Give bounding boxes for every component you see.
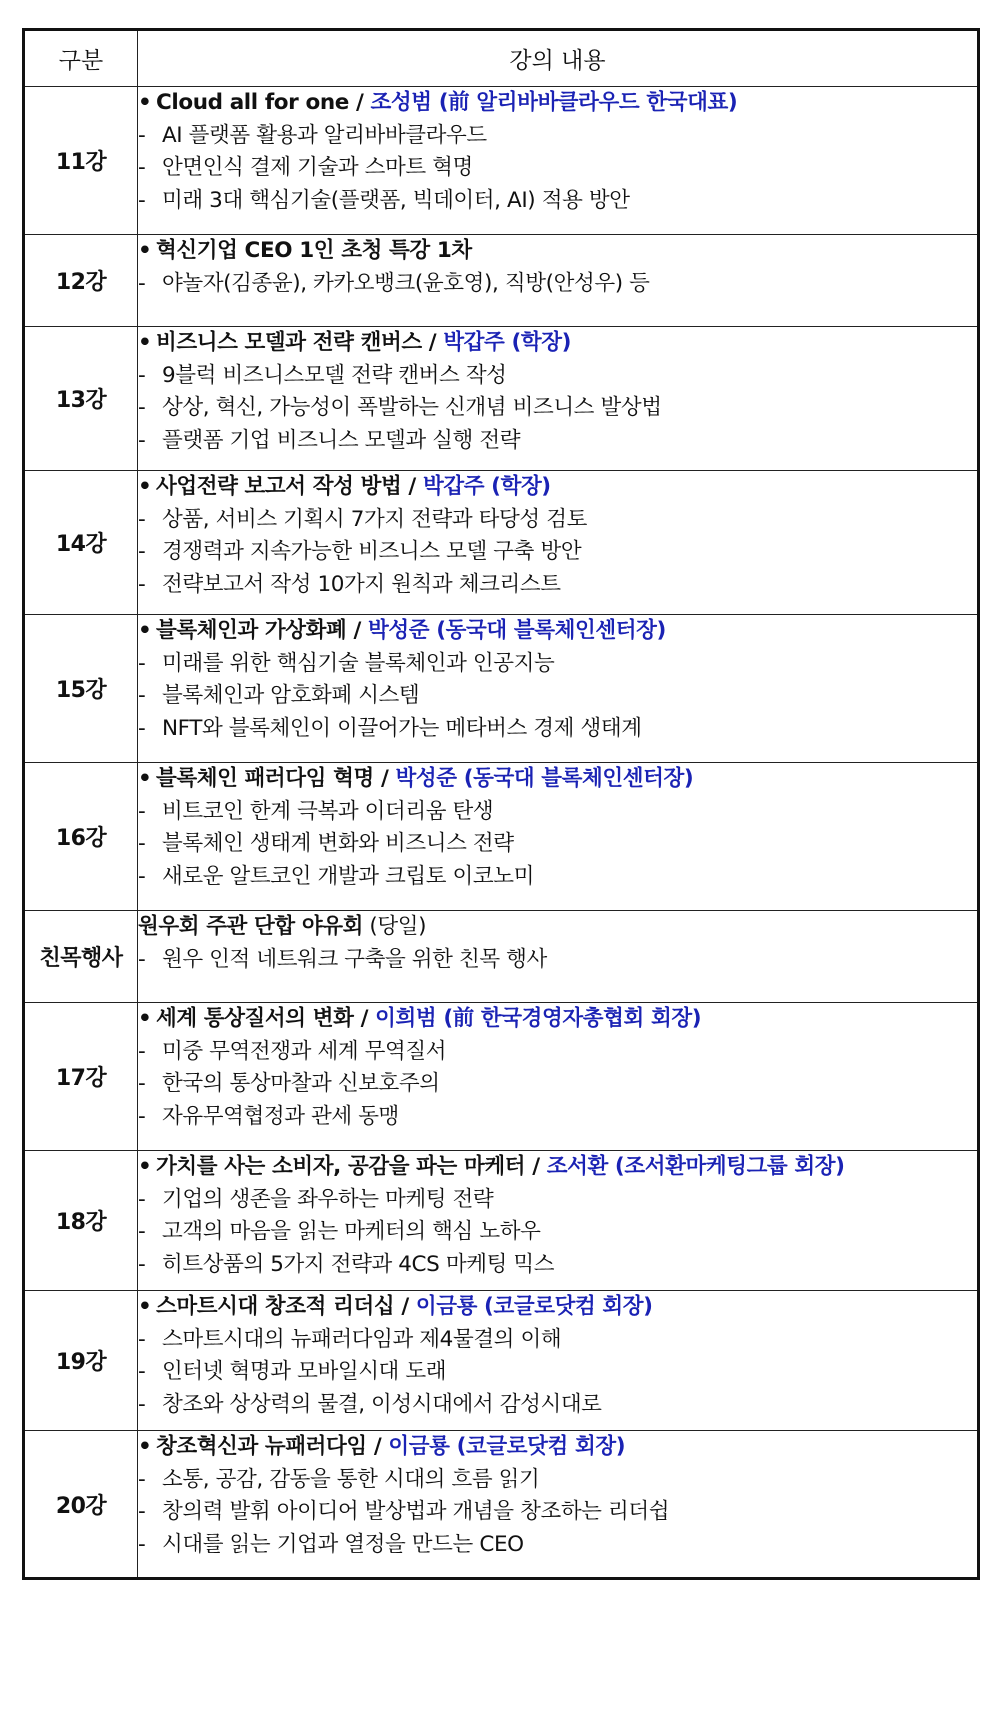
title-separator: / <box>366 1434 389 1459</box>
lecture-topic <box>138 713 977 746</box>
lecture-row <box>24 471 979 615</box>
dash-marker: - <box>138 1531 146 1557</box>
lecture-title: 가치를 사는 소비자, 공감을 파는 마케터 <box>156 1154 526 1179</box>
lecture-topic <box>138 1324 977 1357</box>
lecture-topic <box>138 1216 977 1249</box>
lecture-topic-text: 소통, 공감, 감동을 통한 시대의 흐름 읽기 <box>162 1466 540 1492</box>
lecture-topic <box>138 152 977 185</box>
lecture-topic-text: 전략보고서 작성 10가지 원칙과 체크리스트 <box>162 571 561 597</box>
lecture-topic <box>138 268 977 301</box>
bullet-icon: • <box>138 1294 152 1319</box>
lecture-title: 비즈니스 모델과 전략 캔버스 <box>156 330 422 355</box>
lecture-topic-text: 안면인식 결제 기술과 스마트 혁명 <box>162 155 473 180</box>
lecture-content <box>138 471 979 615</box>
lecture-topic-text: 자유무역협정과 관세 동맹 <box>162 1103 399 1129</box>
lecturer-name: 이금룡 (코글로닷컴 회장) <box>415 1294 653 1319</box>
lecture-topic-text: 미래를 위한 핵심기술 블록체인과 인공지능 <box>162 650 555 676</box>
bullet-icon: • <box>138 1006 152 1031</box>
lecture-content <box>138 615 979 763</box>
lecture-number: 18강 <box>24 1151 138 1291</box>
lecture-content <box>138 1151 979 1291</box>
bullet-icon: • <box>138 618 152 643</box>
lecture-topic <box>138 425 977 458</box>
lecture-topic <box>138 796 977 829</box>
lecturer-name: 조성범 (前 알리바바클라우드 한국대표) <box>370 90 738 115</box>
dash-marker: - <box>138 1186 146 1212</box>
lecture-number: 13강 <box>24 327 138 471</box>
title-separator: / <box>394 1294 416 1319</box>
dash-marker: - <box>138 1466 146 1492</box>
dash-marker: - <box>138 831 146 856</box>
lecture-number: 11강 <box>24 87 138 235</box>
lecture-row <box>24 1151 979 1291</box>
lecture-number: 16강 <box>24 763 138 911</box>
lecture-row <box>24 1291 979 1431</box>
lecture-topic <box>138 1101 977 1134</box>
lecture-title-line <box>138 763 977 796</box>
dash-marker: - <box>138 122 146 148</box>
dash-marker: - <box>138 946 146 972</box>
lecture-topic-text: 비트코인 한계 극복과 이더리움 탄생 <box>162 798 494 824</box>
dash-marker: - <box>138 1251 146 1277</box>
dash-marker: - <box>138 1391 146 1417</box>
lecture-row <box>24 1003 979 1151</box>
lecture-topic-text: 야놀자(김종윤), 카카오뱅크(윤호영), 직방(안성우) 등 <box>162 270 650 296</box>
lecture-topic-text: 고객의 마음을 읽는 마케터의 핵심 노하우 <box>162 1219 541 1244</box>
lecture-content <box>138 911 979 1003</box>
lecture-title: 창조혁신과 뉴패러다임 <box>156 1434 367 1459</box>
lecture-number: 19강 <box>24 1291 138 1431</box>
lecturer-name: 박성준 (동국대 블록체인센터장) <box>368 618 666 643</box>
lecture-title: Cloud all for one <box>156 90 349 115</box>
bullet-icon: • <box>138 330 152 355</box>
bullet-icon: • <box>138 90 152 115</box>
lecturer-name: 박성준 (동국대 블록체인센터장) <box>395 766 694 791</box>
lecture-topic <box>138 504 977 537</box>
bullet-icon: • <box>138 1434 152 1459</box>
lecture-row <box>24 87 979 235</box>
lecture-topic-text: 히트상품의 5가지 전략과 4CS 마케팅 믹스 <box>162 1251 555 1277</box>
lecture-topic-text: 스마트시대의 뉴패러다임과 제4물결의 이해 <box>162 1326 562 1352</box>
dash-marker: - <box>138 1038 146 1064</box>
lecture-title: 혁신기업 CEO 1인 초청 특강 1차 <box>156 238 472 263</box>
bullet-icon: • <box>138 238 152 263</box>
dash-marker: - <box>138 650 146 676</box>
dash-marker: - <box>138 1103 146 1129</box>
dash-marker: - <box>138 187 146 213</box>
lecture-topic <box>138 648 977 681</box>
lecture-topic-text: 새로운 알트코인 개발과 크립토 이코노미 <box>162 863 535 889</box>
bullet-icon: • <box>138 474 152 499</box>
lecture-row <box>24 615 979 763</box>
lecture-topic <box>138 944 977 977</box>
lecture-title-line <box>138 1431 977 1464</box>
lecture-title-line <box>138 615 977 648</box>
lecturer-name: 박갑주 (학장) <box>422 474 551 499</box>
dash-marker: - <box>138 715 146 741</box>
lecture-title: 사업전략 보고서 작성 방법 <box>156 474 402 499</box>
lecture-topic <box>138 1496 977 1529</box>
lecture-content <box>138 1003 979 1151</box>
title-separator: / <box>353 1006 376 1031</box>
lecture-title-line <box>138 327 977 360</box>
lecture-content <box>138 235 979 327</box>
lecture-number: 12강 <box>24 235 138 327</box>
lecture-title: 블록체인 패러다임 혁명 <box>156 766 374 791</box>
lecture-topic <box>138 861 977 894</box>
lecture-content <box>138 1291 979 1431</box>
lecture-topic-text: 플랫폼 기업 비즈니스 모델과 실행 전략 <box>162 427 521 453</box>
lecture-topic <box>138 1068 977 1101</box>
lecture-title: 블록체인과 가상화폐 <box>156 618 347 643</box>
lecture-topic-text: 인터넷 혁명과 모바일시대 도래 <box>162 1359 447 1384</box>
dash-marker: - <box>138 427 146 453</box>
dash-marker: - <box>138 395 146 420</box>
lecture-topic-text: 9블럭 비즈니스모델 전략 캔버스 작성 <box>162 362 507 388</box>
title-separator: / <box>421 330 444 355</box>
lecturer-name: 박갑주 (학장) <box>443 330 572 355</box>
lecture-row <box>24 327 979 471</box>
lecture-topic-text: 경쟁력과 지속가능한 비즈니스 모델 구축 방안 <box>162 539 582 564</box>
dash-marker: - <box>138 1219 146 1244</box>
lecture-topic-text: 기업의 생존을 좌우하는 마케팅 전략 <box>162 1186 494 1212</box>
dash-marker: - <box>138 155 146 180</box>
lecture-topic-text: 한국의 통상마찰과 신보호주의 <box>162 1071 440 1096</box>
lecture-number: 15강 <box>24 615 138 763</box>
lecture-title: 원우회 주관 단합 야유회 <box>138 914 363 939</box>
lecture-topic <box>138 1529 977 1562</box>
lecture-topic-text: 상상, 혁신, 가능성이 폭발하는 신개념 비즈니스 발상법 <box>162 395 662 420</box>
lecture-title: 스마트시대 창조적 리더십 <box>156 1294 395 1319</box>
lecture-row <box>24 1431 979 1579</box>
lecture-topic-text: 블록체인 생태계 변화와 비즈니스 전략 <box>162 831 514 856</box>
lecture-schedule-table <box>22 28 980 1580</box>
dash-marker: - <box>138 362 146 388</box>
dash-marker: - <box>138 1326 146 1352</box>
title-separator: / <box>525 1154 547 1179</box>
lecture-number: 14강 <box>24 471 138 615</box>
lecture-topic-text: 미래 3대 핵심기술(플랫폼, 빅데이터, AI) 적용 방안 <box>162 187 630 213</box>
title-separator: / <box>373 766 396 791</box>
dash-marker: - <box>138 1359 146 1384</box>
lecturer-name: 이금룡 (코글로닷컴 회장) <box>388 1434 626 1459</box>
lecture-topic <box>138 680 977 713</box>
lecture-row <box>24 911 979 1003</box>
lecture-row <box>24 763 979 911</box>
lecture-topic <box>138 536 977 569</box>
lecture-row <box>24 235 979 327</box>
dash-marker: - <box>138 1499 146 1524</box>
lecture-topic <box>138 120 977 153</box>
lecture-topic <box>138 392 977 425</box>
lecture-title-line <box>138 911 977 944</box>
lecture-topic-text: 시대를 읽는 기업과 열정을 만드는 CEO <box>162 1531 524 1557</box>
lecture-title-line <box>138 1291 977 1324</box>
dash-marker: - <box>138 539 146 564</box>
lecture-title-line <box>138 235 977 268</box>
lecture-topic <box>138 1464 977 1497</box>
lecture-content <box>138 763 979 911</box>
lecture-note: (당일) <box>362 914 427 939</box>
bullet-icon: • <box>138 1154 152 1179</box>
lecture-topic <box>138 360 977 393</box>
lecture-topic-text: 블록체인과 암호화폐 시스템 <box>162 683 420 708</box>
lecture-topic <box>138 828 977 861</box>
lecture-number: 17강 <box>24 1003 138 1151</box>
lecturer-name: 조서환 (조서환마케팅그룹 회장) <box>546 1154 845 1179</box>
header-row <box>24 30 979 87</box>
lecture-topic-text: AI 플랫폼 활용과 알리바바클라우드 <box>162 122 487 148</box>
title-separator: / <box>348 90 371 115</box>
dash-marker: - <box>138 863 146 889</box>
dash-marker: - <box>138 798 146 824</box>
lecture-topic-text: 창의력 발휘 아이디어 발상법과 개념을 창조하는 리더쉽 <box>162 1499 670 1524</box>
lecture-content <box>138 1431 979 1579</box>
lecture-topic-text: 창조와 상상력의 물결, 이성시대에서 감성시대로 <box>162 1391 602 1417</box>
lecture-topic <box>138 185 977 218</box>
bullet-icon: • <box>138 766 152 791</box>
lecture-content <box>138 327 979 471</box>
dash-marker: - <box>138 1071 146 1096</box>
lecture-title-line <box>138 1003 977 1036</box>
header-content: 강의 내용 <box>138 30 979 87</box>
dash-marker: - <box>138 571 146 597</box>
lecture-topic <box>138 1036 977 1069</box>
lecture-number: 20강 <box>24 1431 138 1579</box>
header-category: 구분 <box>24 30 138 87</box>
lecture-topic-text: NFT와 블록체인이 이끌어가는 메타버스 경제 생태계 <box>162 715 642 741</box>
lecture-topic <box>138 1356 977 1389</box>
dash-marker: - <box>138 506 146 532</box>
lecture-topic <box>138 1184 977 1217</box>
dash-marker: - <box>138 270 146 296</box>
dash-marker: - <box>138 683 146 708</box>
lecture-title-line <box>138 471 977 504</box>
lecture-topic <box>138 569 977 602</box>
lecture-title-line <box>138 87 977 120</box>
lecture-topic-text: 원우 인적 네트워크 구축을 위한 친목 행사 <box>162 946 547 972</box>
lecture-topic <box>138 1249 977 1282</box>
lecture-title-line <box>138 1151 977 1184</box>
lecturer-name: 이희범 (前 한국경영자총협회 회장) <box>375 1006 702 1031</box>
lecture-topic <box>138 1389 977 1422</box>
lecture-topic-text: 상품, 서비스 기획시 7가지 전략과 타당성 검토 <box>162 506 587 532</box>
lecture-title: 세계 통상질서의 변화 <box>156 1006 354 1031</box>
title-separator: / <box>346 618 369 643</box>
lecture-content <box>138 87 979 235</box>
lecture-topic-text: 미중 무역전쟁과 세계 무역질서 <box>162 1038 447 1064</box>
title-separator: / <box>401 474 423 499</box>
lecture-number: 친목행사 <box>24 911 138 1003</box>
